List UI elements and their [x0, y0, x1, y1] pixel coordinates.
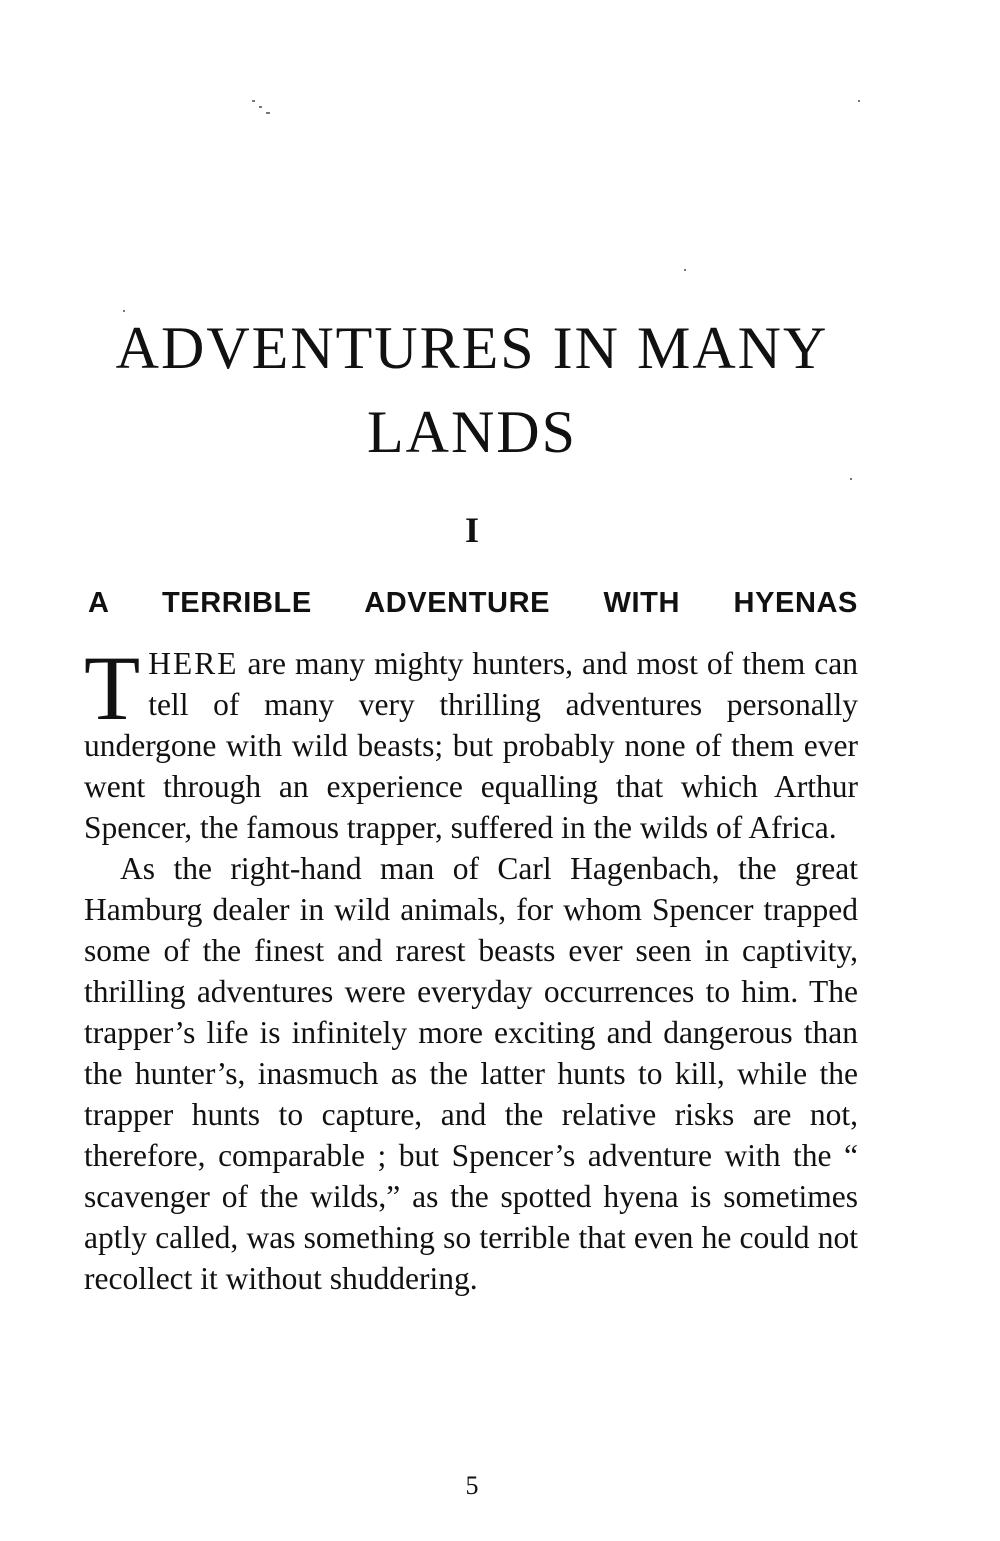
paragraph-lead-in: HERE — [148, 646, 239, 681]
drop-cap: T — [84, 637, 141, 739]
chapter-body — [84, 637, 858, 1299]
scan-speck — [850, 478, 852, 480]
scan-speck — [252, 100, 255, 102]
paragraph-1 — [84, 637, 858, 848]
paragraph-1-text: are many mighty hunters, and most of them can tell of many very thrilling adventures personally undergone with wild beasts; but probably none of them ever went through an experience equalling that which Arthur Spencer, the famous trapper, suffered in the wilds of Africa. — [84, 646, 858, 845]
chapter-title: A TERRIBLE ADVENTURE WITH HYENAS — [88, 587, 858, 619]
book-title-line-2: LANDS — [366, 399, 577, 465]
book-title-line-1: ADVENTURES IN MANY — [115, 315, 829, 381]
scan-speck — [266, 112, 270, 114]
book-title — [84, 306, 860, 474]
page-number: 5 — [465, 1471, 479, 1500]
scan-speck — [684, 269, 686, 271]
paragraph-2: As the right-hand man of Carl Hagenbach, the great Hamburg dealer in wild animals, for whom Spencer trapped some of the finest and rarest beasts ever seen in captivity, thrilling adventures were everyday occurrences to him. The trapper’s life is infinitely more exciting and dangerous than the hunter’s, inasmuch as the latter hunts to kill, while the trapper hunts to capture, and the relative risks are not, therefore, comparable ; but Spencer’s adventure with the “ scavenger of the wilds,” as the spotted hyena is sometimes aptly called, was something so terrible that even he could not recollect it without shuddering. — [84, 851, 858, 1296]
scan-speck — [259, 106, 262, 108]
chapter-number: I — [464, 510, 479, 550]
scan-speck — [858, 100, 860, 102]
